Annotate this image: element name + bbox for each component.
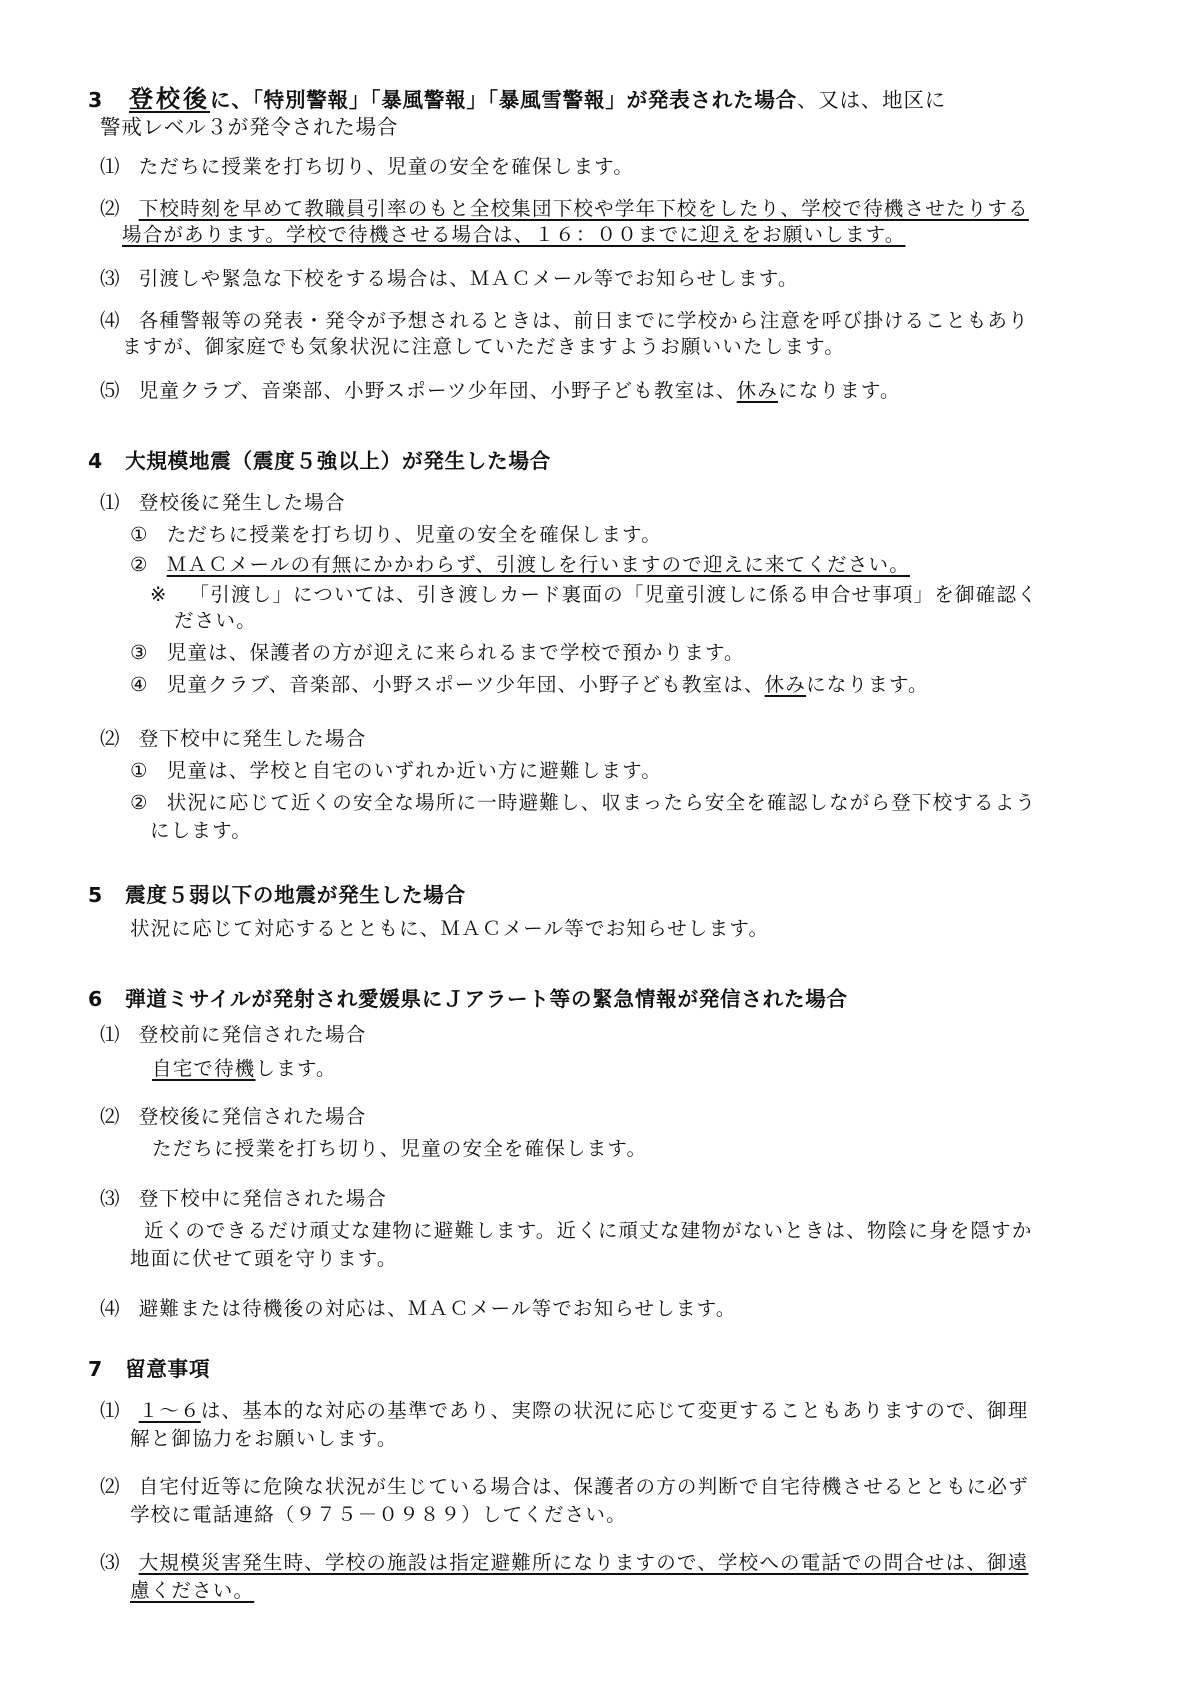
item-text: 登下校中に発信された場合 (138, 1187, 388, 1210)
item-text: 登下校中に発生した場合 (138, 727, 367, 750)
s4-note-line2: ださい。 (174, 609, 257, 632)
section-number: 5 (88, 883, 104, 907)
s6-part-3-body-line1: 近くのできるだけ頑丈な建物に避難します。近くに頑丈な建物がないときは、物陰に身を隠すか (144, 1219, 1033, 1242)
item-emphasis: １～６ (138, 1399, 201, 1422)
s3-item-4-line2: ますが、御家庭でも気象状況に注意していただきますようお願いいたします。 (122, 335, 845, 358)
item-text: 登校後に発信された場合 (138, 1105, 367, 1128)
item-text: 児童は、学校と自宅のいずれか近い方に避難します。 (166, 759, 662, 782)
section-6-heading (88, 986, 848, 1012)
s7-item-1-line2: 解と御協力をお願いします。 (130, 1427, 398, 1450)
heading-text: 弾道ミサイルが発射され愛媛県にＪアラート等の緊急情報が発信された場合 (125, 987, 848, 1011)
s7-item-3 (100, 1550, 1028, 1576)
s6-part-3-body-line2: 地面に伏せて頭を守ります。 (130, 1247, 398, 1270)
item-marker: ⑴ (100, 491, 121, 514)
s7-item-1 (100, 1398, 1028, 1424)
s4-p1-item-1 (130, 522, 662, 548)
s4-note (150, 582, 1038, 608)
note-marker: ※ (150, 583, 168, 606)
s3-item-2-line2: 場合があります。学校で待機させる場合は、１６：００までに迎えをお願いします。 (122, 223, 906, 246)
s6-part-2 (100, 1104, 366, 1130)
item-text-end: になります。 (778, 379, 901, 402)
item-text: 引渡しや緊急な下校をする場合は、ＭＡＣメール等でお知らせします。 (138, 267, 799, 290)
item-marker: ⑵ (100, 1475, 121, 1498)
body-text: します。 (255, 1057, 337, 1080)
item-text: 状況に応じて近くの安全な場所に一時避難し、収まったら安全を確認しながら登下校するよう (166, 791, 1037, 814)
heading-text: に、「特別警報」「暴風警報」「暴風雪警報」が発表された場合 (210, 88, 797, 112)
item-marker: ⑶ (100, 1187, 121, 1210)
item-text: 下校時刻を早めて教職員引率のもと全校集団下校や学年下校をしたり、学校で待機させたりする (138, 197, 1029, 220)
heading-emphasis: 登校後 (129, 85, 211, 113)
item-marker: ⑶ (100, 1551, 121, 1574)
item-text: ただちに授業を打ち切り、児童の安全を確保します。 (138, 155, 634, 178)
note-text: 「引渡し」については、引き渡しカード裏面の「児童引渡しに係る申合せ事項」を御確認く (189, 583, 1038, 606)
item-text: 児童クラブ、音楽部、小野スポーツ少年団、小野子ども教室は、 (138, 379, 737, 402)
section-number: 7 (88, 1357, 104, 1381)
s7-item-2-line2: 学校に電話連絡（９７５－０９８９）してください。 (130, 1503, 627, 1526)
item-marker: ① (130, 523, 149, 546)
s3-item-4 (100, 308, 1029, 334)
s7-item-3-line2: 慮ください。 (130, 1579, 255, 1602)
s6-part-4 (100, 1296, 736, 1322)
s7-item-2 (100, 1474, 1029, 1500)
s3-item-2 (100, 196, 1029, 222)
item-text-end: になります。 (806, 673, 929, 696)
section-4-heading (88, 448, 551, 474)
heading-text: 大規模地震（震度５強以上）が発生した場合 (125, 449, 552, 473)
item-marker: ⑶ (100, 267, 121, 290)
s4-p2-item-1 (130, 758, 662, 784)
item-text: 避難または待機後の対応は、ＭＡＣメール等でお知らせします。 (138, 1297, 737, 1320)
item-marker: ② (130, 553, 149, 576)
s3-item-1 (100, 154, 634, 180)
section-number: 4 (88, 449, 104, 473)
s6-part-3 (100, 1186, 387, 1212)
item-text: は、基本的な対応の基準であり、実際の状況に応じて変更することもありますので、御理 (200, 1399, 1029, 1422)
item-text: 児童は、保護者の方が迎えに来られるまで学校で預かります。 (166, 641, 745, 664)
s4-p1-item-2 (130, 552, 910, 578)
s5-body: 状況に応じて対応するとともに、ＭＡＣメール等でお知らせします。 (130, 917, 770, 940)
item-text: ただちに授業を打ち切り、児童の安全を確保します。 (166, 523, 662, 546)
item-marker: ⑸ (100, 379, 121, 402)
item-marker: ⑵ (100, 197, 121, 220)
s4-part-2 (100, 726, 366, 752)
item-marker: ① (130, 759, 149, 782)
s4-p2-item-2-line2: にします。 (150, 819, 252, 842)
item-marker: ③ (130, 641, 149, 664)
item-text: 登校後に発生した場合 (138, 491, 346, 514)
item-text: 大規模災害発生時、学校の施設は指定避難所になりますので、学校への電話での問合せは、御遠 (138, 1551, 1029, 1574)
item-marker: ⑷ (100, 309, 121, 332)
s6-part-2-body: ただちに授業を打ち切り、児童の安全を確保します。 (152, 1137, 648, 1160)
section-3-heading (88, 86, 946, 113)
item-emphasis: 休み (764, 673, 807, 696)
s6-part-1 (100, 1022, 366, 1048)
body-emphasis: 自宅で待機 (152, 1057, 256, 1080)
section-number: 6 (88, 987, 104, 1011)
s6-part-1-body (152, 1056, 337, 1082)
item-marker: ⑴ (100, 1023, 121, 1046)
item-marker: ⑵ (100, 727, 121, 750)
s4-p1-item-4 (130, 672, 929, 698)
item-text: 児童クラブ、音楽部、小野スポーツ少年団、小野子ども教室は、 (166, 673, 765, 696)
item-text: ＭＡＣメールの有無にかかわらず、引渡しを行いますので迎えに来てください。 (166, 553, 910, 576)
item-marker: ⑵ (100, 1105, 121, 1128)
s4-p1-item-3 (130, 640, 745, 666)
heading-text: 留意事項 (125, 1357, 211, 1381)
section-7-heading (88, 1356, 210, 1382)
item-text: 自宅付近等に危険な状況が生じている場合は、保護者の方の判断で自宅待機させるとともに必ず (138, 1475, 1029, 1498)
item-marker: ⑴ (100, 1399, 121, 1422)
s3-item-5 (100, 378, 901, 404)
item-marker: ⑷ (100, 1297, 121, 1320)
item-marker: ④ (130, 673, 149, 696)
s3-item-3 (100, 266, 799, 292)
heading-text: 震度５弱以下の地震が発生した場合 (125, 883, 466, 907)
item-emphasis: 休み (736, 379, 779, 402)
section-5-heading (88, 882, 466, 908)
item-marker: ② (130, 791, 149, 814)
item-marker: ⑴ (100, 155, 121, 178)
heading-text-cont: 、又は、地区に (796, 88, 947, 112)
item-text: 登校前に発信された場合 (138, 1023, 367, 1046)
item-text: 各種警報等の発表・発令が予想されるときは、前日までに学校から注意を呼び掛けることもあり (138, 309, 1029, 332)
s4-p2-item-2 (130, 790, 1036, 816)
section-3-heading-line2: 警戒レベル３が発令された場合 (100, 115, 399, 139)
s4-part-1 (100, 490, 346, 516)
section-number: 3 (88, 88, 104, 112)
